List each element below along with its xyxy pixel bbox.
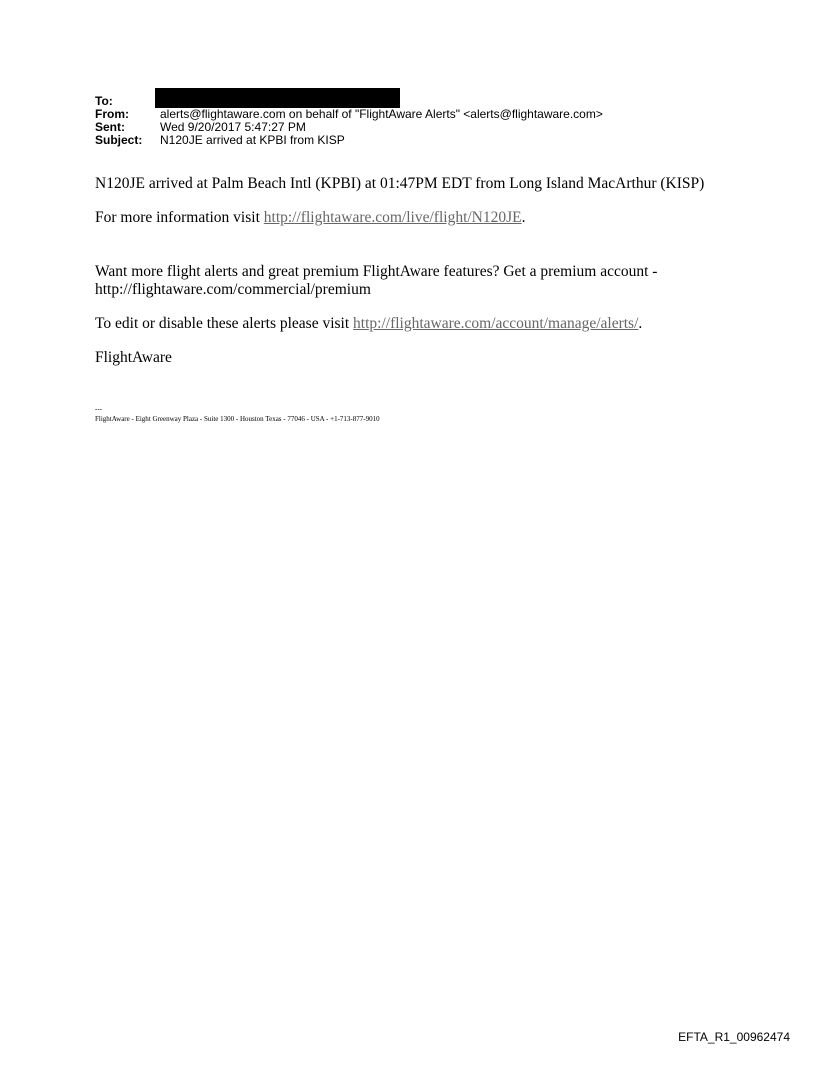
premium-message: Want more flight alerts and great premium FlightAware features? Get a premium account - http://flightaware.com/commercial/premium — [95, 263, 658, 298]
edit-paragraph — [95, 315, 735, 333]
subject-label: Subject: — [95, 133, 143, 147]
footer-separator: --- — [95, 405, 102, 413]
sent-value: Wed 9/20/2017 5:47:27 PM — [160, 120, 306, 134]
from-value: alerts@flightaware.com on behalf of "FlightAware Alerts" <alerts@flightaware.com> — [160, 107, 603, 121]
manage-alerts-link[interactable]: http://flightaware.com/account/manage/alerts/ — [353, 315, 639, 332]
footer-address: FlightAware - Eight Greenway Plaza - Suite 1300 - Houston Texas - 77046 - USA - +1-713-877-9010 — [95, 415, 380, 423]
sent-label: Sent: — [95, 120, 125, 134]
subject-value: N120JE arrived at KPBI from KISP — [160, 133, 345, 147]
info-suffix: . — [521, 209, 526, 226]
from-label: From: — [95, 107, 129, 121]
edit-prefix: To edit or disable these alerts please visit — [95, 315, 354, 332]
to-label: To: — [95, 94, 113, 108]
redaction-block — [155, 88, 400, 108]
arrival-message: N120JE arrived at Palm Beach Intl (KPBI) at 01:47PM EDT from Long Island MacArthur (KISP) — [95, 175, 705, 192]
signature: FlightAware — [95, 349, 172, 366]
edit-suffix: . — [638, 315, 643, 332]
flight-link[interactable]: http://flightaware.com/live/flight/N120JE — [263, 209, 522, 226]
document-id: EFTA_R1_00962474 — [678, 1030, 790, 1044]
email-body — [95, 175, 735, 367]
email-footer — [95, 404, 380, 424]
info-paragraph — [95, 209, 735, 227]
info-prefix: For more information visit — [95, 209, 264, 226]
